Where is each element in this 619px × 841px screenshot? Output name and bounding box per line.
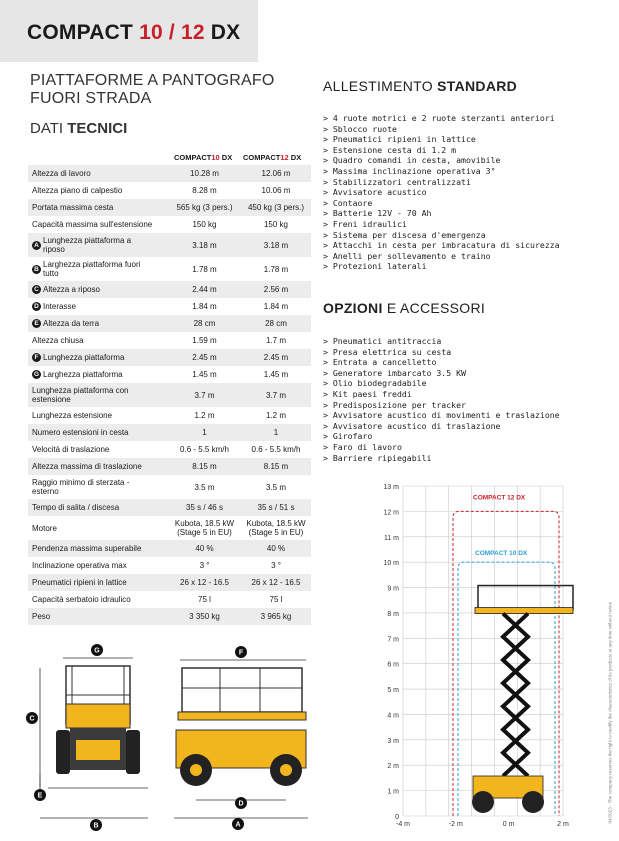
svg-text:E: E [37,792,43,800]
y-tick-label: 8 m [387,610,399,618]
y-tick-label: 9 m [387,585,399,593]
reach-diagram [370,478,590,836]
title-suffix: DX [210,21,241,44]
spec-value-12: 3.7 m [241,383,311,407]
standard-list [323,113,560,272]
spec-label: Altezza massima di traslazione [32,462,142,471]
spec-value-12: 2.56 m [241,281,311,298]
svg-text:B: B [93,822,99,830]
front-view [37,658,148,818]
spec-label: Tempo di salita / discesa [32,503,120,512]
spec-value-12: 3.18 m [241,233,311,257]
spec-table [28,165,311,625]
spec-value-10: 3.5 m [194,482,215,492]
spec-value-10: 3 350 kg [168,608,241,625]
spec-label-cell [28,182,168,199]
list-item: > Estensione cesta di 1.2 m [323,145,560,156]
spec-value-12: 75 l [269,595,283,604]
spec-label: Capacità serbatoio idraulico [32,595,131,604]
spec-label: Pendenza massima superabile [32,544,142,553]
spec-row [28,281,311,298]
svg-text:D: D [238,800,244,808]
list-item: > Pneumatici antitraccia [323,336,560,347]
spec-value-12: 12.06 m [241,165,311,182]
spec-value-10: 75 l [198,595,211,604]
spec-value-10: Kubota, 18.5 kW (Stage 5 in EU) [174,519,235,537]
standard-heading [323,78,517,94]
spec-value-10: 35 s / 46 s [168,499,241,516]
list-item: > Batterie 12V - 70 Ah [323,208,560,219]
spec-label-cell [28,216,168,233]
y-tick-label: 2 m [387,763,399,771]
list-item: > Avvisatore acustico [323,187,560,198]
wheel-rear [472,791,494,813]
spec-value-12: 10.06 m [261,186,291,195]
col2-num: 12 [280,153,289,162]
spec-value-12: 40 % [241,540,311,557]
y-tick-label: 12 m [383,509,399,517]
basket-floor [475,608,573,614]
spec-label: Altezza chiusa [32,336,84,345]
dim-badge: B [32,265,41,274]
spec-label: Inclinazione operativa max [32,561,127,570]
x-tick-label: 0 m [502,821,515,828]
side-view [174,660,308,818]
title-model-b: 12 [180,21,205,44]
spec-label-cell [28,557,168,574]
list-item: > Entrata a cancelletto [323,357,560,368]
spec-label-cell [28,257,168,281]
spec-row [28,349,311,366]
spec-value-10: 3.18 m [168,233,241,257]
spec-label: Lunghezza piattaforma con estensione [32,386,129,404]
spec-value-12: 1.7 m [265,336,286,345]
list-item: > Attacchi in cesta per imbracatura di sicurezza [323,240,560,251]
spec-label-cell [28,199,168,216]
options-heading [323,300,485,316]
spec-label: Capacità massima sull'estensione [32,220,153,229]
standard-heading-plain: ALLESTIMENTO [323,78,433,94]
spec-row [28,424,311,441]
spec-label: Pneumatici ripieni in lattice [32,578,127,587]
spec-label: Altezza di lavoro [32,169,91,178]
list-item: > Contaore [323,198,560,209]
spec-label: Numero estensioni in cesta [32,428,129,437]
spec-label-cell [28,608,168,625]
col2-suffix: DX [290,153,302,162]
list-item: > Massima inclinazione operativa 3° [323,166,560,177]
options-heading-plain: E ACCESSORI [386,300,486,316]
spec-label: Altezza da terra [43,318,100,328]
spec-value-12: 28 cm [241,315,311,332]
spec-label-cell [28,591,168,608]
svg-text:G: G [94,647,100,655]
list-item: > Avvisatore acustico di traslazione [323,421,560,432]
dim-badge: C [32,285,41,294]
spec-label: Peso [32,612,51,621]
list-item: > Quadro comandi in cesta, amovibile [323,155,560,166]
spec-value-10: 8.15 m [168,458,241,475]
x-tick-label: -2 m [448,821,463,828]
spec-value-10: 3 ° [199,561,210,570]
spec-value-12: 3.5 m [265,482,286,492]
spec-row [28,516,311,540]
list-item: > Generatore imbarcato 3.5 KW [323,368,560,379]
dim-badge-d [235,797,247,809]
spec-label: Velocità di traslazione [32,445,110,454]
intro-line-1: PIATTAFORME A PANTOGRAFO [30,72,275,89]
dim-badge-b [90,819,102,831]
spec-value-10: 1.78 m [192,264,217,274]
spec-value-12: 150 kg [263,220,289,229]
spec-row [28,407,311,424]
list-item: > Stabilizzatori centralizzati [323,177,560,188]
y-tick-label: 3 m [387,737,399,745]
col-header-12 [243,153,301,162]
spec-label: Larghezza piattaforma [43,370,123,380]
dim-badge-e [34,789,46,801]
side-note [606,345,614,825]
dim-badge: F [32,353,41,362]
spec-label-cell [28,407,168,424]
spec-row [28,298,311,315]
spec-value-12: Kubota, 18.5 kW (Stage 5 in EU) [246,519,306,537]
spec-label-cell [28,516,168,540]
spec-row [28,557,311,574]
list-item: > Girofaro [323,431,560,442]
col1-num: 10 [211,153,220,162]
spec-value-10: 2.44 m [168,281,241,298]
label-10dx: COMPACT 10 DX [475,550,528,558]
col2-prefix: COMPACT [243,153,281,162]
spec-value-12: 1 [241,424,311,441]
spec-value-12: 3 965 kg [241,608,311,625]
dim-badge-a [232,818,244,830]
spec-label: Interasse [43,301,76,311]
spec-row [28,441,311,458]
list-item: > Pneumatici ripieni in lattice [323,134,560,145]
spec-value-10: 1.45 m [192,370,217,379]
list-item: > Barriere ripiegabili [323,453,560,464]
standard-heading-bold: STANDARD [437,78,518,94]
spec-value-12: 0.6 - 5.5 km/h [251,445,301,454]
title-model-a: 10 [139,21,163,44]
list-item: > Presa elettrica su cesta [323,347,560,358]
spec-label: Altezza piano di calpestio [32,186,123,195]
spec-value-12: 1.84 m [263,302,289,311]
y-tick-label: 1 m [387,788,399,796]
spec-label-cell [28,233,168,257]
spec-value-12: 26 x 12 - 16.5 [241,574,311,591]
spec-value-10: 1 [168,424,241,441]
spec-row [28,591,311,608]
spec-value-12: 8.15 m [241,458,311,475]
spec-label: Lunghezza piattaforma [43,353,125,363]
dim-badge-f [235,646,247,658]
list-item: > Freni idraulici [323,219,560,230]
spec-label-cell [28,315,168,332]
y-tick-label: 13 m [383,484,399,491]
spec-row [28,199,311,216]
dim-badge: A [32,241,41,250]
intro-heading [30,72,275,108]
wheel-front [522,791,544,813]
dim-badge-c [26,712,38,724]
dim-badge-g [91,644,103,656]
specs-heading-bold: TECNICI [67,120,128,137]
spec-row [28,315,311,332]
spec-row [28,216,311,233]
spec-row [28,257,311,281]
spec-row [28,608,311,625]
col1-suffix: DX [221,153,233,162]
spec-value-10: 565 kg (3 pers.) [168,199,241,216]
svg-text:A: A [235,821,241,829]
spec-label-cell [28,349,168,366]
side-note-text: 04/2023 - The company reserves the right to modify the characteristics of its products at any time without notice [607,601,613,824]
col1-prefix: COMPACT [174,153,212,162]
y-tick-label: 4 m [387,712,399,720]
col-header-10 [174,153,232,162]
spec-label-cell [28,332,168,349]
y-tick-label: 0 [395,814,399,821]
spec-label: Lunghezza estensione [32,411,113,420]
spec-row [28,233,311,257]
spec-value-12: 450 kg (3 pers.) [241,199,311,216]
spec-label: Motore [32,523,57,533]
spec-value-12: 1.78 m [263,264,289,274]
y-tick-label: 6 m [387,661,399,669]
spec-value-10: 3.7 m [168,383,241,407]
spec-value-10: 1.2 m [194,411,215,420]
spec-label-cell [28,298,168,315]
machine-drawings [20,640,310,840]
y-tick-label: 7 m [387,636,399,644]
list-item: > Sistema per discesa d'emergenza [323,230,560,241]
label-12dx: COMPACT 12 DX [473,494,526,502]
y-tick-label: 11 m [383,534,399,542]
spec-label-cell [28,499,168,516]
options-heading-bold: OPZIONI [323,300,383,316]
intro-line-2: FUORI STRADA [30,90,152,107]
specs-heading-plain: DATI [30,120,64,137]
x-tick-label: 2 m [557,821,569,828]
list-item: > Sblocco ruote [323,124,560,135]
spec-label-cell [28,165,168,182]
list-item: > Avvisatore acustico di movimenti e traslazione [323,410,560,421]
spec-label: Larghezza piattaforma fuori tutto [43,260,141,278]
spec-label-cell [28,458,168,475]
list-item: > Olio biodegradabile [323,378,560,389]
spec-row [28,383,311,407]
spec-value-12: 1.45 m [263,370,289,379]
options-list [323,336,560,463]
spec-row [28,182,311,199]
spec-label-cell [28,574,168,591]
spec-label-cell [28,441,168,458]
spec-label-cell [28,475,168,499]
spec-row [28,475,311,499]
y-tick-label: 5 m [387,687,399,695]
spec-value-10: 0.6 - 5.5 km/h [180,445,229,454]
spec-value-10: 2.45 m [168,349,241,366]
spec-value-12: 3 ° [271,561,281,570]
header-band [0,0,258,62]
title-slash: / [162,21,181,44]
product-title [27,21,240,45]
list-item: > Kit paesi freddi [323,389,560,400]
list-item: > Anelli per sollevamento e traino [323,251,560,262]
dim-badge: D [32,302,41,311]
spec-row [28,540,311,557]
list-item: > 4 ruote motrici e 2 ruote sterzanti anteriori [323,113,560,124]
spec-label-cell [28,424,168,441]
title-prefix: COMPACT [27,21,134,44]
spec-label: Portata massima cesta [32,203,114,212]
spec-value-12: 2.45 m [241,349,311,366]
spec-row [28,332,311,349]
spec-value-12: 35 s / 51 s [241,499,311,516]
spec-label: Lunghezza piattaforma a riposo [43,236,132,254]
spec-value-10: 26 x 12 - 16.5 [168,574,241,591]
spec-value-10: 28 cm [168,315,241,332]
spec-value-10: 8.28 m [192,186,217,195]
dim-badge: E [32,319,41,328]
list-item: > Predisposizione per tracker [323,400,560,411]
spec-value-10: 10.28 m [168,165,241,182]
spec-row [28,574,311,591]
spec-value-10: 1.84 m [192,302,217,311]
x-tick-label: -4 m [396,821,410,828]
spec-value-10: 40 % [168,540,241,557]
spec-row [28,499,311,516]
spec-row [28,165,311,182]
spec-label-cell [28,540,168,557]
spec-row [28,458,311,475]
svg-text:F: F [238,649,244,657]
spec-label-cell [28,281,168,298]
list-item: > Protezioni laterali [323,261,560,272]
spec-label: Altezza a riposo [43,284,100,294]
spec-label: Raggio minimo di sterzata - esterno [32,478,130,496]
spec-row [28,366,311,383]
list-item: > Faro di lavoro [323,442,560,453]
svg-text:C: C [29,715,35,723]
specs-heading [30,120,127,137]
spec-label-cell [28,366,168,383]
y-tick-label: 10 m [383,560,399,568]
spec-label-cell [28,383,168,407]
spec-value-10: 150 kg [192,220,217,229]
spec-value-12: 1.2 m [265,411,286,420]
dim-badge: G [33,371,40,379]
spec-value-10: 1.59 m [192,336,217,345]
